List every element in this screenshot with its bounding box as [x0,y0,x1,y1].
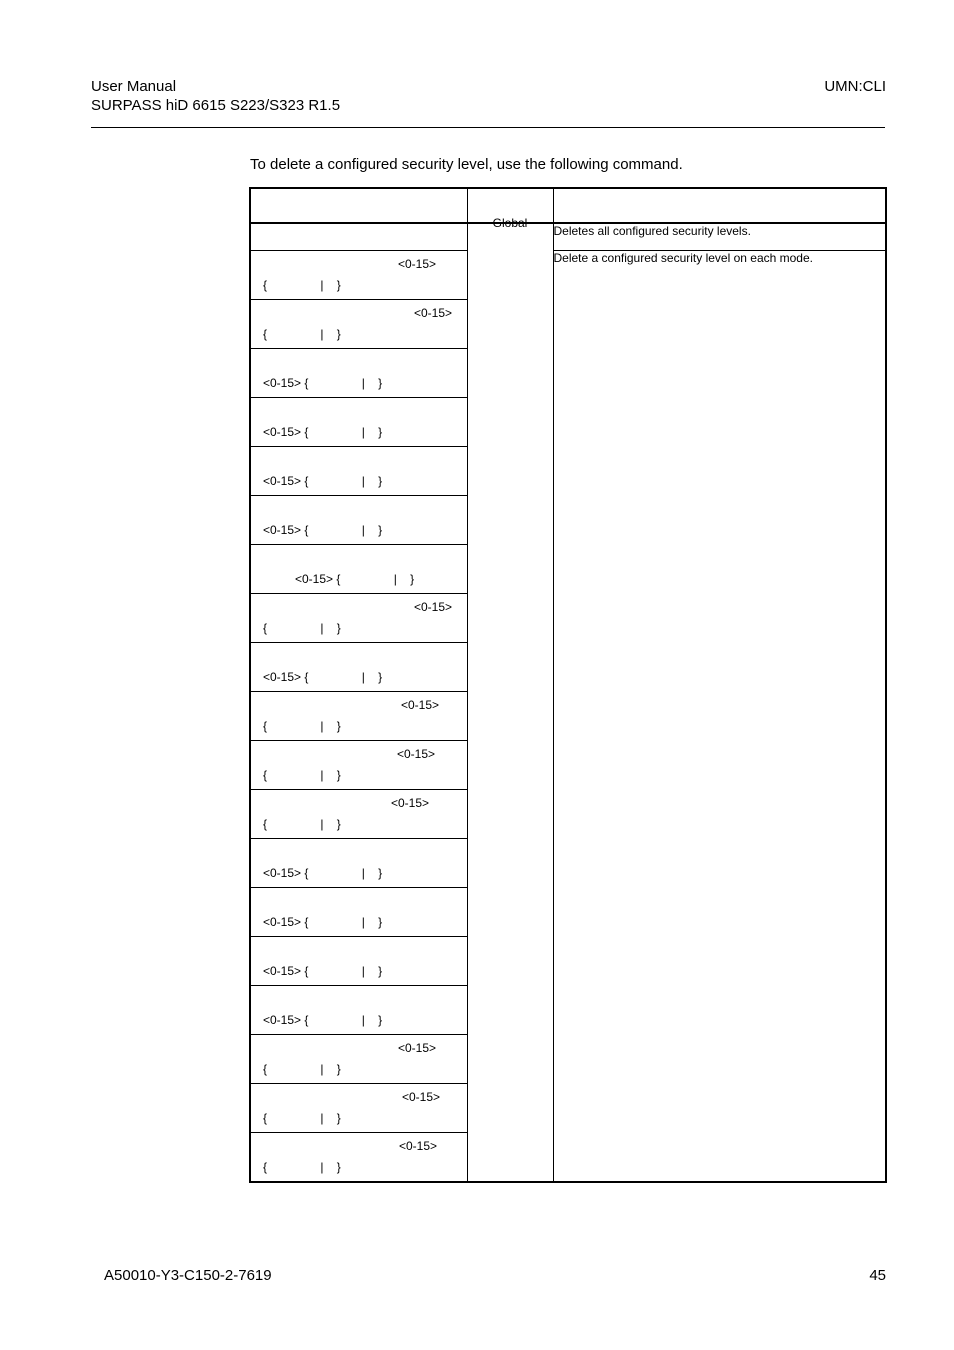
running-header-left [91,77,340,115]
command-cell [250,594,467,643]
command-cell [250,496,467,545]
command-range: <0-15> { | } [263,866,383,880]
command-range: <0-15> { | } [263,376,383,390]
document-id: A50010-Y3-C150-2-7619 [104,1267,272,1284]
command-range: <0-15> { | } [263,474,383,488]
header-command [250,188,467,223]
command-range: <0-15> { | } [295,572,415,586]
table-row [250,251,886,300]
table-header-row [250,188,886,223]
command-cell [250,398,467,447]
command-range: <0-15> { | } [263,915,383,929]
command-range: <0-15> [402,1090,441,1104]
command-cell [250,1084,467,1133]
command-options: { | } [263,1062,341,1076]
mode-label: Global [492,216,528,230]
running-header-right: UMN:CLI [824,78,886,95]
command-cell [250,643,467,692]
command-cell [250,986,467,1035]
description-cell [553,251,886,1183]
command-range: <0-15> { | } [263,425,383,439]
command-cell [250,937,467,986]
command-options: { | } [263,1160,341,1174]
command-range: <0-15> [398,1041,437,1055]
mode-cell [467,216,553,1182]
command-cell [250,1133,467,1183]
command-table [249,187,887,1183]
command-options: { | } [263,278,341,292]
command-cell [250,223,467,251]
command-range: <0-15> [414,306,453,320]
command-cell [250,839,467,888]
command-range: <0-15> { | } [263,1013,383,1027]
command-range: <0-15> [399,1139,438,1153]
command-options: { | } [263,719,341,733]
page-number: 45 [869,1267,886,1284]
command-range: <0-15> [397,747,436,761]
command-cell [250,790,467,839]
command-range: <0-15> [414,600,453,614]
command-range: <0-15> [398,257,437,271]
command-cell [250,545,467,594]
command-options: { | } [263,621,341,635]
description-text: Delete a configured security level on each mode. [553,251,813,265]
command-cell [250,300,467,349]
intro-text: To delete a configured security level, use the following command. [250,156,683,173]
command-cell [250,349,467,398]
command-range: <0-15> { | } [263,670,383,684]
command-options: { | } [263,768,341,782]
command-cell [250,692,467,741]
command-range: <0-15> [401,698,440,712]
command-range: <0-15> { | } [263,523,383,537]
command-range: <0-15> { | } [263,964,383,978]
command-range: <0-15> [391,796,430,810]
header-divider [91,127,885,128]
header-description [553,188,886,223]
command-cell [250,888,467,937]
command-cell [250,251,467,300]
table-row [250,223,886,251]
product-title: SURPASS hiD 6615 S223/S323 R1.5 [91,97,341,114]
command-options: { | } [263,327,341,341]
command-cell [250,741,467,790]
command-options: { | } [263,1111,341,1125]
command-options: { | } [263,817,341,831]
manual-type: User Manual [91,78,177,95]
command-cell [250,1035,467,1084]
description-cell: Deletes all configured security levels. [553,223,886,251]
command-cell [250,447,467,496]
